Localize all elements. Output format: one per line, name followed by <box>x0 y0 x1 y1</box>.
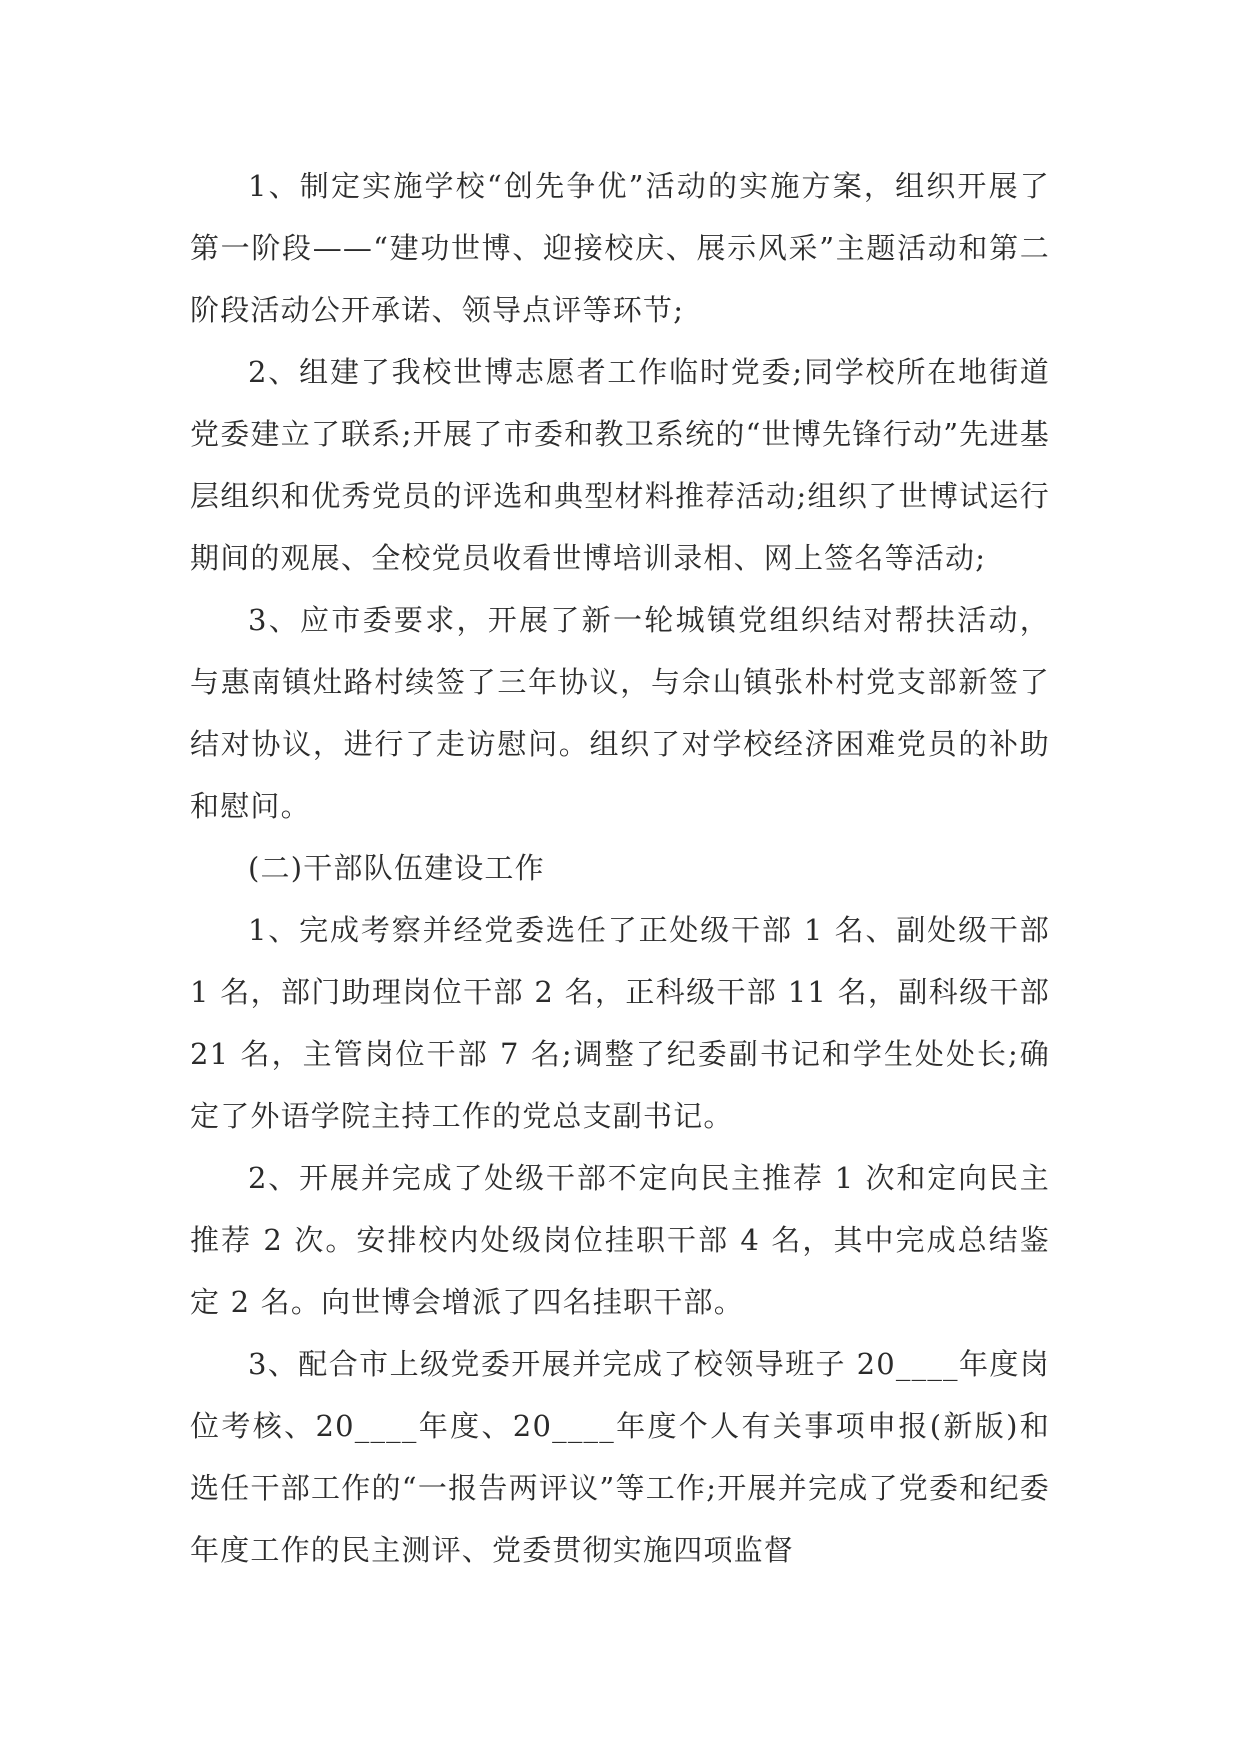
paragraph-expo-volunteer-committee: 2、组建了我校世博志愿者工作临时党委;同学校所在地街道党委建立了联系;开展了市委和教卫系统的“世博先锋行动”先进基层组织和优秀党员的评选和典型材料推荐活动;组织了世博试运行期间的观展、全校党员收看世博培训录相、网上签名等活动; <box>190 355 1050 575</box>
document-body <box>190 155 1050 1581</box>
paragraph-activity-plan: 1、制定实施学校“创先争优”活动的实施方案，组织开展了第一阶段——“建功世博、迎接校庆、展示风采”主题活动和第二阶段活动公开承诺、领导点评等环节; <box>190 169 1050 327</box>
paragraph-town-pairing-assistance: 3、应市委要求，开展了新一轮城镇党组织结对帮扶活动，与惠南镇灶路村续签了三年协议，与佘山镇张朴村党支部新签了结对协议，进行了走访慰问。组织了对学校经济困难党员的补助和慰问。 <box>190 603 1050 823</box>
paragraph-cadre-selection: 1、完成考察并经党委选任了正处级干部 1 名、副处级干部 1 名，部门助理岗位干部 2 名，正科级干部 11 名，副科级干部 21 名，主管岗位干部 7 名;调整了纪委副书记和学生处处长;确定了外语学院主持工作的党总支副书记。 <box>190 913 1050 1133</box>
paragraph-democratic-recommendation: 2、开展并完成了处级干部不定向民主推荐 1 次和定向民主推荐 2 次。安排校内处级岗位挂职干部 4 名，其中完成总结鉴定 2 名。向世博会增派了四名挂职干部。 <box>190 1161 1050 1319</box>
section-heading-cadre-team: (二)干部队伍建设工作 <box>248 851 545 885</box>
paragraph-leadership-assessment: 3、配合市上级党委开展并完成了校领导班子 20____年度岗位考核、20____年度、20____年度个人有关事项申报(新版)和选任干部工作的“一报告两评议”等工作;开展并完成了党委和纪委年度工作的民主测评、党委贯彻实施四项监督 <box>190 1347 1050 1567</box>
